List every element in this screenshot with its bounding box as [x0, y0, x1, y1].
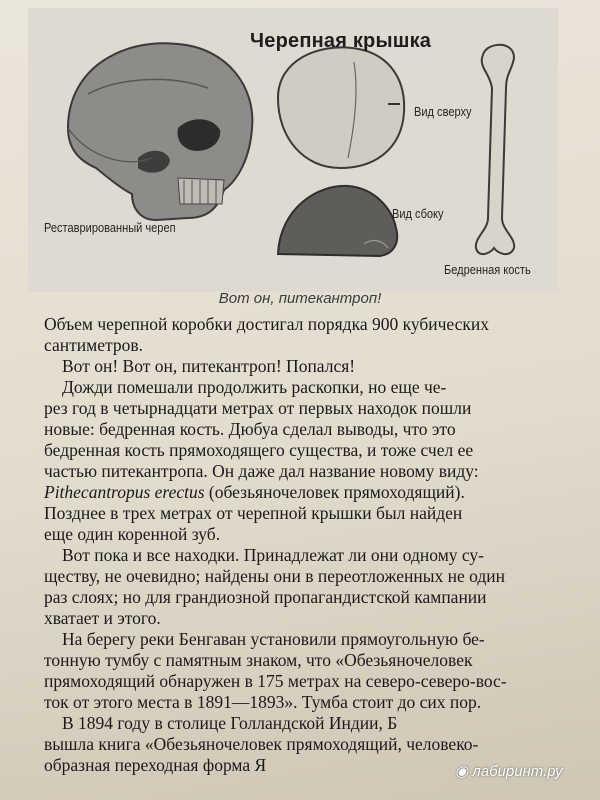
- skullcap-top-view-drawing: [278, 47, 404, 168]
- text-line: Объем черепной коробки достигал порядка 900 кубических: [44, 314, 490, 334]
- femur-drawing: [476, 45, 514, 254]
- text-line: Позднее в трех метрах от черепной крышки был найден: [44, 503, 463, 523]
- restored-skull-drawing: [68, 43, 252, 220]
- text-line: бедренная кость прямоходящего существа, и тоже счел ее: [44, 440, 474, 460]
- text-line: рез год в четырнадцати метрах от первых находок пошли: [44, 398, 472, 418]
- text-line: сантиметров.: [44, 335, 143, 355]
- watermark-logo: [455, 762, 563, 780]
- species-gloss: (обезьяночеловек прямоходящий).: [208, 482, 465, 502]
- text-line: Вот он! Вот он, питекантроп! Попался!: [62, 356, 356, 376]
- text-line: частью питекантропа. Он даже дал название новому виду:: [44, 461, 479, 481]
- label-restored-skull: Реставрированный череп: [44, 220, 176, 235]
- label-side-view: Вид сбоку: [392, 206, 444, 221]
- text-line: ществу, не очевидно; найдены они в переотложенных не один: [44, 566, 505, 586]
- text-line: образная переходная форма Я: [44, 755, 267, 775]
- text-line: вышла книга «Обезьяночеловек прямоходящий, человеко-: [44, 734, 479, 754]
- text-line: раз слоях; но для грандиозной пропагандистской кампании: [44, 587, 487, 607]
- text-line: прямоходящий обнаружен в 175 метрах на северо-северо-вос-: [44, 671, 507, 691]
- watermark-text: лабиринт.ру: [472, 763, 563, 780]
- text-line: В 1894 году в столице Голландской Индии, Б: [62, 713, 398, 733]
- text-line: еще один коренной зуб.: [44, 524, 221, 544]
- text-line: Дожди помешали продолжить раскопки, но еще че-: [62, 377, 447, 397]
- watermark-icon: ◉: [455, 763, 473, 780]
- species-name: Pithecantropus erectus: [44, 482, 205, 502]
- text-line: Вот пока и все находки. Принадлежат ли они одному су-: [62, 545, 485, 565]
- label-top-view: Вид сверху: [414, 104, 472, 119]
- text-line: На берегу реки Бенгаван установили прямоугольную бе-: [62, 629, 485, 649]
- text-line: хватает и этого.: [44, 608, 161, 628]
- text-line-species: [44, 482, 564, 503]
- label-femur: Бедренная кость: [444, 262, 531, 277]
- text-line: новые: бедренная кость. Дюбуа сделал выводы, что это: [44, 419, 456, 439]
- figure-caption: Вот он, питекантроп!: [218, 290, 382, 307]
- figure-title: Черепная крышка: [250, 30, 432, 52]
- body-text: [44, 314, 564, 776]
- skullcap-side-view-drawing: [278, 186, 397, 256]
- text-line: тонную тумбу с памятным знаком, что «Обезьяночеловек: [44, 650, 473, 670]
- text-line: ток от этого места в 1891—1893». Тумба стоит до сих пор.: [44, 692, 482, 712]
